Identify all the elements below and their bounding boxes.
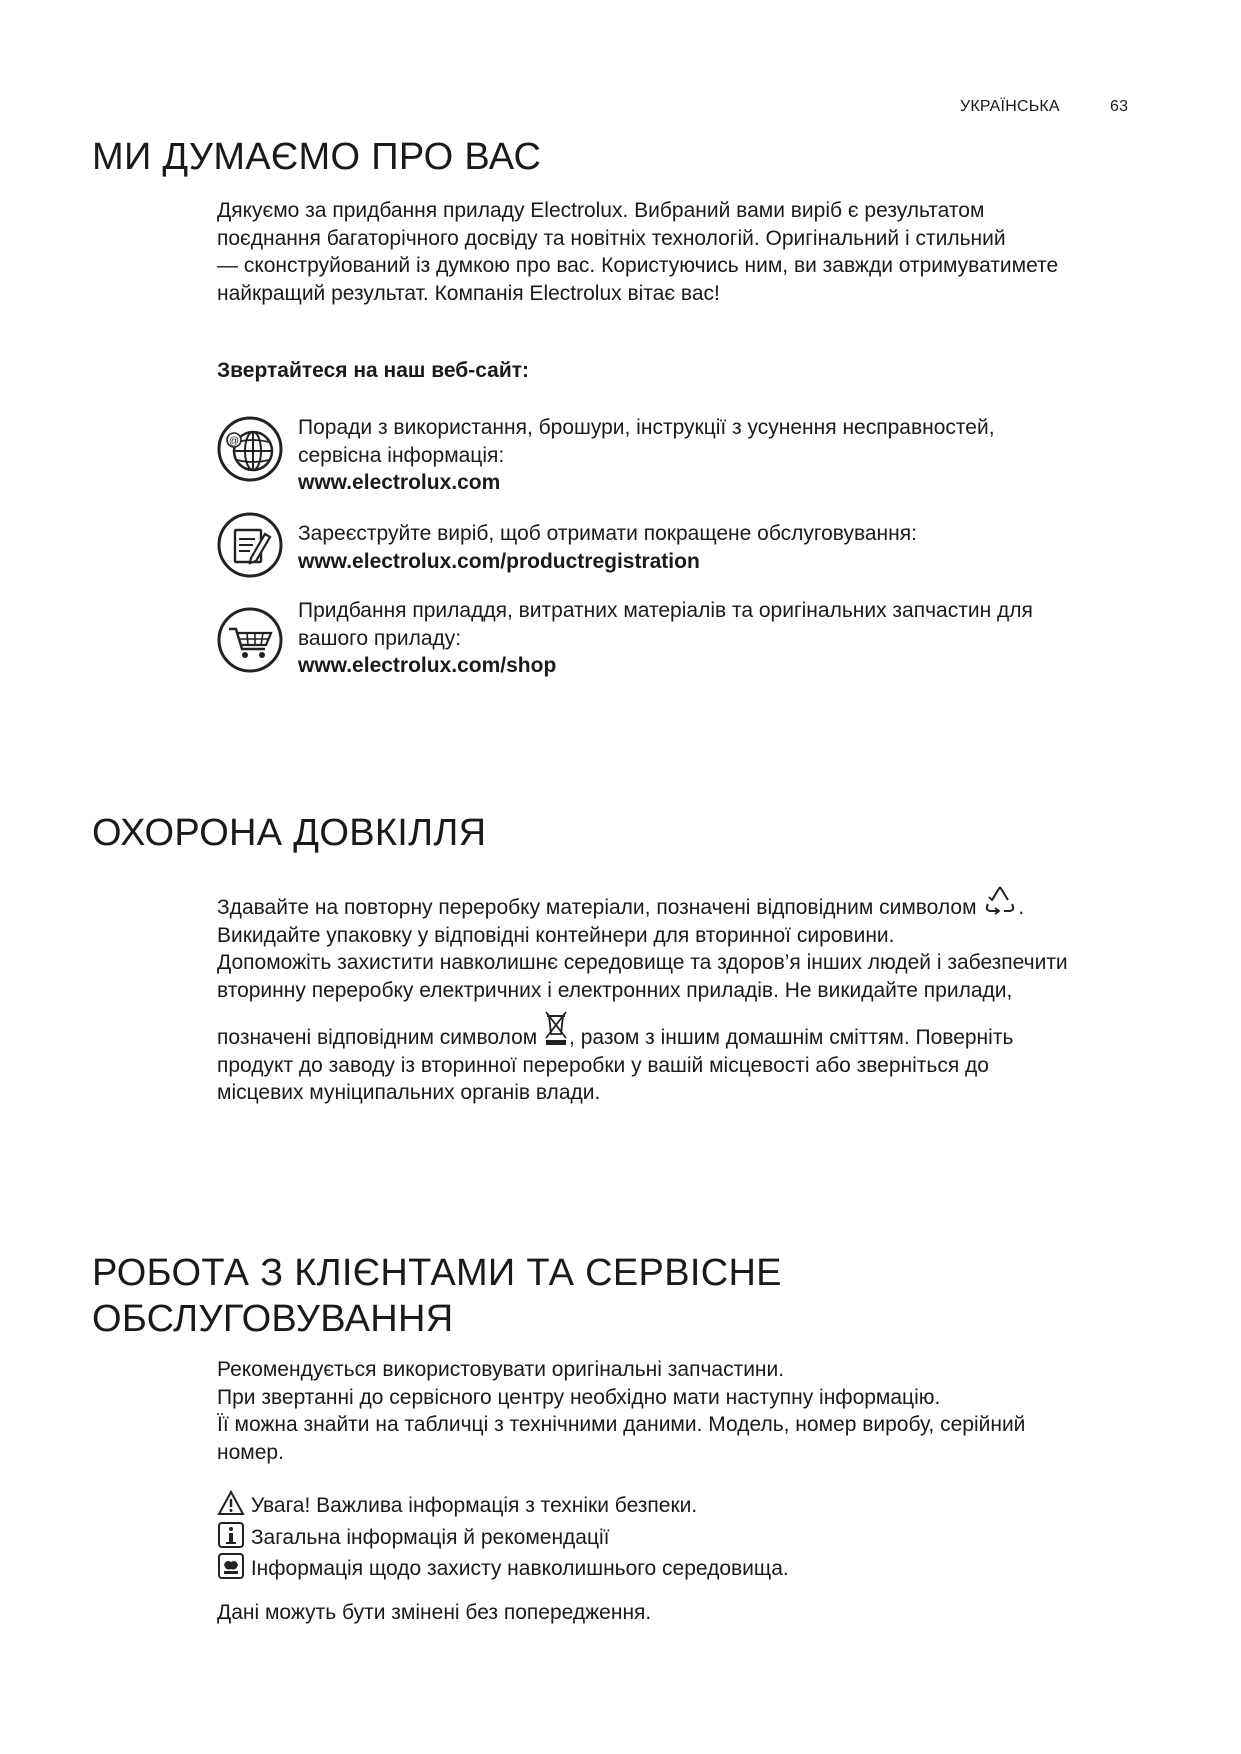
care-line: Рекомендується використовувати оригінальні запчастини. [217,1358,785,1381]
website-item-support [298,414,1198,497]
legend-item [217,1490,1197,1520]
symbol-legend [217,1490,1197,1583]
website-heading: Звертайтеся на наш веб-сайт: [217,359,530,382]
env-line-5-start: позначені відповідним символом [217,1026,538,1049]
item-text-line: Зареєструйте виріб, щоб отримати покращене обслуговування: [298,522,917,545]
svg-text:@: @ [228,436,240,447]
env-line-2: Викидайте упаковку у відповідні контейнери для вторинної сировини. [217,923,895,947]
legend-item [217,1553,1197,1583]
env-line-4: вторинну переробку електричних і електронних приладів. Не викидайте прилади, [217,978,1013,1002]
environment-paragraph [217,884,1197,1107]
item-text-line: Поради з використання, брошури, інструкції з усунення несправностей, [298,416,995,439]
env-line-6: продукт до заводу із вторинної переробки у вашій місцевості або зверніться до [217,1053,989,1077]
globe-icon [217,416,283,482]
intro-line: — сконструйований із думкою про вас. Користуючись ним, ви завжди отримуватимете [217,254,1059,277]
env-line-1: Здавайте на повторну переробку матеріали, позначені відповідним символом [217,896,977,919]
legend-item [217,1522,1197,1552]
registration-url-link[interactable]: www.electrolux.com/productregistration [298,549,700,573]
item-text-line: Придбання приладдя, витратних матеріалів та оригінальних запчастин для [298,599,1033,622]
section-title-line: РОБОТА З КЛІЄНТАМИ ТА СЕРВІСНЕ [92,1252,782,1294]
intro-line: Дякуємо за придбання приладу Electrolux. Вибраний вами виріб є результатом [217,199,985,222]
shop-url-link[interactable]: www.electrolux.com/shop [298,654,557,677]
item-text-line: вашого приладу: [298,626,462,650]
env-line [217,1010,1197,1052]
care-line: При звертанні до сервісного центру необхідно мати наступну інформацію. [217,1385,941,1409]
env-line [217,884,1197,922]
env-line-1-end: . [1018,896,1025,919]
customer-care-paragraph [217,1356,1197,1466]
legend-text: Загальна інформація й рекомендації [250,1525,610,1549]
footer-note: Дані можуть бути змінені без попередження. [217,1601,652,1624]
env-line-5-end: , разом з іншим домашнім сміттям. Поверніть [569,1026,1014,1049]
section-title-line: ОБСЛУГОВУВАННЯ [92,1298,454,1340]
recycle-icon [982,884,1018,916]
legend-text: Інформація щодо захисту навколишнього середовища. [250,1557,789,1580]
env-line-3: Допоможіть захистити навколишнє середовище та здоров’я інших людей і забезпечити [217,951,1068,974]
page-number: 63 [1110,98,1129,115]
website-item-registration [298,520,1198,575]
registration-icon [217,512,283,578]
item-text-line: сервісна інформація: [298,443,505,467]
website-item-shop [298,597,1198,680]
intro-line: найкращий результат. Компанія Electrolux вітає вас! [217,281,720,305]
shopping-cart-icon [217,607,283,673]
warning-icon [217,1490,245,1516]
support-url-link[interactable]: www.electrolux.com [298,471,501,494]
intro-line: поєднання багаторічного досвіду та новітніх технологій. Оригінальний і стильний [217,226,1006,250]
care-line: номер. [217,1440,284,1464]
info-icon [217,1522,245,1548]
section-title-environment: ОХОРОНА ДОВКІЛЛЯ [92,812,487,854]
page-header [960,98,1129,116]
language-label: УКРАЇНСЬКА [960,98,1060,115]
section-title-customer-care [92,1250,782,1342]
legend-text: Увага! Важлива інформація з техніки безпеки. [250,1494,698,1517]
environment-icon [217,1553,245,1579]
care-line: Її можна знайти на табличці з технічними даними. Модель, номер виробу, серійний [217,1413,1026,1436]
crossed-bin-icon [543,1010,569,1046]
intro-paragraph [217,197,1177,307]
section-title-we-care: МИ ДУМАЄМО ПРО ВАС [92,136,542,178]
env-line-7: місцевих муніципальних органів влади. [217,1081,601,1104]
